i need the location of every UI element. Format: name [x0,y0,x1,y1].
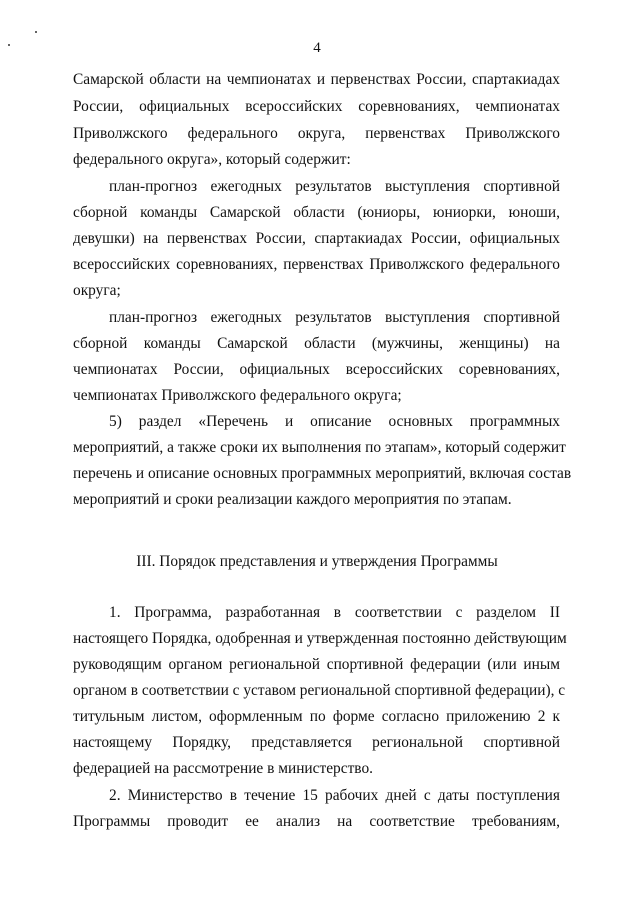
text-line: Приволжского федерального округа, первенствах Приволжского [73,125,560,142]
page-number: 4 [313,40,321,56]
text-line: титульным листом, оформленным по форме согласно приложению 2 к [73,708,560,725]
text-line: Самарской области на чемпионатах и первенствах России, спартакиадах [73,71,560,88]
text-line: сборной команды Самарской области (мужчины, женщины) на [73,335,560,352]
text-line: план-прогноз ежегодных результатов выступления спортивной [109,309,560,326]
text-line: чемпионатах России, официальных всероссийских соревнованиях, [73,361,560,378]
text-line: всероссийских соревнованиях, первенствах Приволжского федерального [73,256,560,273]
text-line: девушки) на первенствах России, спартакиадах России, официальных [73,230,560,247]
text-line: России, официальных всероссийских соревнованиях, чемпионатах [73,98,560,115]
text-line: 5) раздел «Перечень и описание основных программных [109,413,560,430]
text-line: руководящим органом региональной спортивной федерации (или иным [73,656,560,673]
text-line: органом в соответствии с уставом региональной спортивной федерации), с [73,682,566,699]
section-heading: III. Порядок представления и утверждения Программы [136,553,498,570]
text-line: 2. Министерство в течение 15 рабочих дней с даты поступления [109,787,560,804]
text-line: федерацией на рассмотрение в министерство. [73,760,374,777]
text-line: план-прогноз ежегодных результатов выступления спортивной [109,178,560,195]
text-line: настоящего Порядка, одобренная и утвержденная постоянно действующим [73,630,567,647]
text-line: чемпионатах Приволжского федерального округа; [73,387,402,404]
text-line: федерального округа», который содержит: [73,151,351,168]
text-line: перечень и описание основных программных мероприятий, включая состав [73,465,572,482]
text-line: 1. Программа, разработанная в соответствии с разделом II [109,604,560,621]
text-line: мероприятий, а также сроки их выполнения по этапам», который содержит [73,439,566,456]
text-line: мероприятий и сроки реализации каждого мероприятия по этапам. [73,491,512,508]
text-line: Программы проводит ее анализ на соответствие требованиям, [73,813,560,830]
text-line: округа; [73,282,121,299]
text-line: настоящему Порядку, представляется региональной спортивной [73,734,560,751]
text-line: сборной команды Самарской области (юниоры, юниорки, юноши, [73,204,560,221]
scan-speck [35,31,37,33]
